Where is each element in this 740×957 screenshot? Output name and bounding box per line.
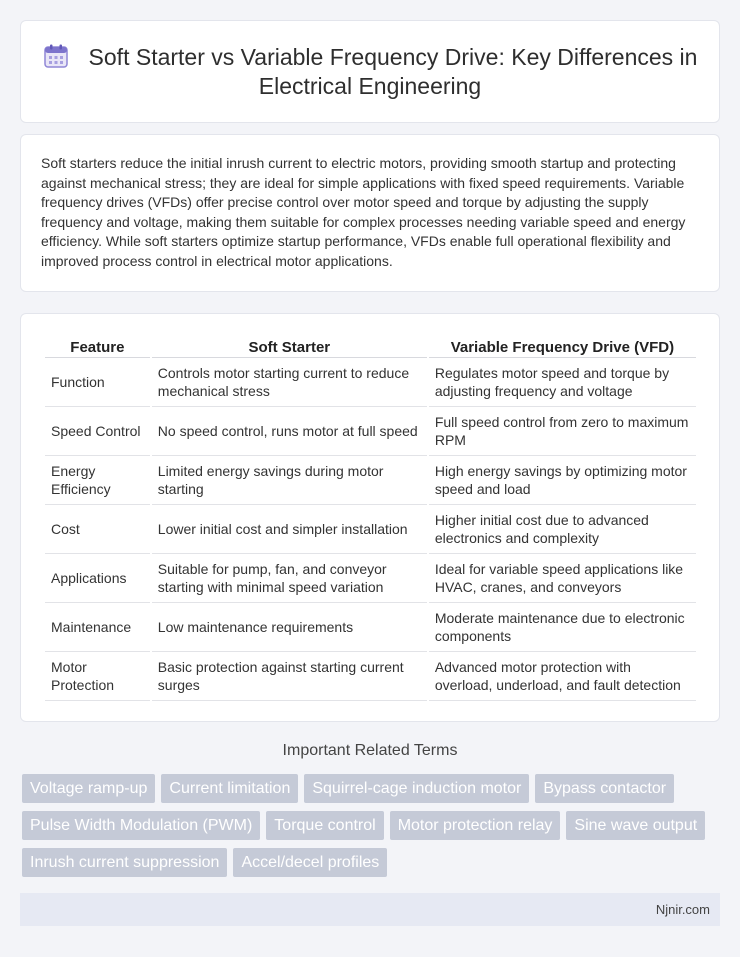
related-terms-heading: Important Related Terms [282, 742, 458, 759]
term-row [22, 774, 722, 803]
intro-paragraph: Soft starters reduce the initial inrush current to electric motors, providing smooth startup and protecting against mechanical stress; they are ideal for simple applications with fixed speed requirements. Variable frequency drives (VFDs) offer precise control over motor speed and torque by adjusting the supply frequency and voltage, making them suitable for complex processes needing variable speed and energy efficiency. While soft starters optimize startup performance, VFDs enable full operational flexibility and improved process control in electrical motor applications. [41, 155, 686, 269]
vfd-cell: Moderate maintenance due to electronic components [429, 603, 696, 652]
feature-cell: Function [45, 358, 150, 407]
table-row [45, 603, 696, 652]
term-tag[interactable]: Accel/decel profiles [233, 848, 387, 877]
soft-starter-cell: Low maintenance requirements [152, 603, 427, 652]
page-title-wrap [41, 43, 699, 101]
title-card [20, 20, 720, 123]
feature-cell: Cost [45, 505, 150, 554]
term-tag[interactable]: Motor protection relay [390, 811, 561, 840]
term-tag[interactable]: Pulse Width Modulation (PWM) [22, 811, 260, 840]
table-row [45, 554, 696, 603]
term-row [22, 811, 722, 840]
vfd-cell: Regulates motor speed and torque by adjusting frequency and voltage [429, 358, 696, 407]
header-vfd: Variable Frequency Drive (VFD) [429, 334, 696, 358]
comparison-card [20, 313, 720, 722]
vfd-cell: Advanced motor protection with overload, underload, and fault detection [429, 652, 696, 701]
feature-cell: Applications [45, 554, 150, 603]
page-title: Soft Starter vs Variable Frequency Drive: Key Differences in Electrical Engineering [88, 44, 698, 99]
soft-starter-cell: Lower initial cost and simpler installation [152, 505, 427, 554]
table-row [45, 505, 696, 554]
term-tag[interactable]: Torque control [266, 811, 383, 840]
soft-starter-cell: Limited energy savings during motor starting [152, 456, 427, 505]
related-terms-list [22, 774, 722, 885]
term-tag[interactable]: Sine wave output [566, 811, 705, 840]
table-row [45, 407, 696, 456]
vfd-cell: Ideal for variable speed applications like HVAC, cranes, and conveyors [429, 554, 696, 603]
table-row [45, 358, 696, 407]
vfd-cell: Full speed control from zero to maximum RPM [429, 407, 696, 456]
term-tag[interactable]: Bypass contactor [535, 774, 674, 803]
table-row [45, 652, 696, 701]
footer [20, 893, 720, 926]
soft-starter-cell: No speed control, runs motor at full speed [152, 407, 427, 456]
vfd-cell: Higher initial cost due to advanced electronics and complexity [429, 505, 696, 554]
footer-site-link[interactable]: Njnir.com [655, 902, 710, 917]
term-row [22, 848, 722, 877]
intro-card [20, 134, 720, 292]
vfd-cell: High energy savings by optimizing motor speed and load [429, 456, 696, 505]
feature-cell: Motor Protection [45, 652, 150, 701]
term-tag[interactable]: Inrush current suppression [22, 848, 227, 877]
soft-starter-cell: Controls motor starting current to reduce mechanical stress [152, 358, 427, 407]
feature-cell: Speed Control [45, 407, 150, 456]
feature-cell: Maintenance [45, 603, 150, 652]
calendar-icon [43, 43, 69, 69]
soft-starter-cell: Suitable for pump, fan, and conveyor starting with minimal speed variation [152, 554, 427, 603]
header-feature: Feature [45, 334, 150, 358]
header-soft-starter: Soft Starter [152, 334, 427, 358]
feature-cell: Energy Efficiency [45, 456, 150, 505]
term-tag[interactable]: Squirrel-cage induction motor [304, 774, 529, 803]
table-header-row [45, 334, 696, 358]
comparison-table [43, 334, 698, 701]
table-row [45, 456, 696, 505]
term-tag[interactable]: Current limitation [161, 774, 298, 803]
term-tag[interactable]: Voltage ramp-up [22, 774, 155, 803]
soft-starter-cell: Basic protection against starting current surges [152, 652, 427, 701]
